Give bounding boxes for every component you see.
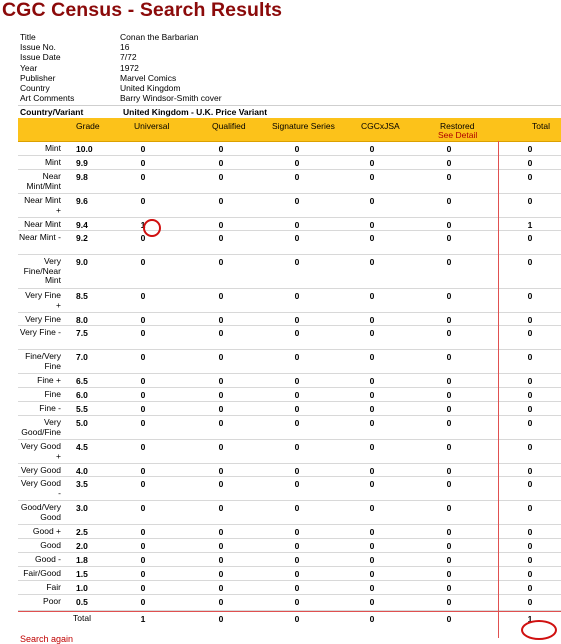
count-q: 0 <box>218 583 224 593</box>
count-j: 0 <box>369 569 375 579</box>
count-r: 0 <box>446 328 452 338</box>
detail-label: Year <box>20 62 38 73</box>
count-q: 0 <box>218 376 224 386</box>
grade-value: 7.5 <box>76 328 88 338</box>
table-row <box>18 156 561 170</box>
count-j: 0 <box>369 291 375 301</box>
count-u: 0 <box>140 172 146 182</box>
count-q: 0 <box>218 328 224 338</box>
count-q: 0 <box>218 466 224 476</box>
table-row <box>18 501 561 525</box>
count-j: 0 <box>369 220 375 230</box>
grade-label: Very Fine/Near Mint <box>23 256 61 286</box>
count-u: 0 <box>140 257 146 267</box>
count-u: 0 <box>140 466 146 476</box>
count-t: 0 <box>527 527 533 537</box>
count-j: 0 <box>369 376 375 386</box>
count-r: 0 <box>446 527 452 537</box>
table-row <box>18 477 561 501</box>
table-row <box>18 218 561 231</box>
table-row <box>18 231 561 255</box>
grade-value: 1.0 <box>76 583 88 593</box>
count-u: 0 <box>140 404 146 414</box>
count-t: 0 <box>527 144 533 154</box>
count-s: 0 <box>294 172 300 182</box>
table-row <box>18 326 561 350</box>
detail-row <box>20 83 561 93</box>
count-j: 0 <box>369 315 375 325</box>
count-j: 0 <box>369 466 375 476</box>
count-t: 1 <box>527 614 533 624</box>
count-r: 0 <box>446 158 452 168</box>
table-header <box>18 118 561 142</box>
table-row <box>18 388 561 402</box>
count-t: 0 <box>527 442 533 452</box>
count-t: 0 <box>527 315 533 325</box>
count-j: 0 <box>369 257 375 267</box>
count-q: 0 <box>218 144 224 154</box>
grade-value: 8.0 <box>76 315 88 325</box>
col-grade: Grade <box>76 121 100 131</box>
count-u: 1 <box>140 614 146 624</box>
count-j: 0 <box>369 352 375 362</box>
count-r: 0 <box>446 291 452 301</box>
grade-label: Near Mint <box>24 219 61 229</box>
count-r: 0 <box>446 503 452 513</box>
count-u: 0 <box>140 479 146 489</box>
detail-label: Publisher <box>20 72 56 83</box>
count-t: 0 <box>527 555 533 565</box>
table-row <box>18 539 561 553</box>
count-u: 0 <box>140 583 146 593</box>
count-j: 0 <box>369 503 375 513</box>
count-s: 0 <box>294 527 300 537</box>
count-t: 0 <box>527 503 533 513</box>
detail-value: Marvel Comics <box>120 72 177 83</box>
grade-value: 1.8 <box>76 555 88 565</box>
grade-label: Fine/Very Fine <box>25 351 61 371</box>
grade-label: Very Good + <box>20 441 61 461</box>
grade-value: 4.5 <box>76 442 88 452</box>
detail-row <box>20 52 561 62</box>
col-signature-series: Signature Series <box>272 121 335 131</box>
count-t: 0 <box>527 569 533 579</box>
count-s: 0 <box>294 583 300 593</box>
count-q: 0 <box>218 418 224 428</box>
count-r: 0 <box>446 390 452 400</box>
detail-label: Country <box>20 83 50 94</box>
count-u: 0 <box>140 233 146 243</box>
comic-details <box>20 32 561 103</box>
count-r: 0 <box>446 376 452 386</box>
count-u: 0 <box>140 315 146 325</box>
count-j: 0 <box>369 541 375 551</box>
count-j: 0 <box>369 418 375 428</box>
grade-label: Very Good/Fine <box>21 417 61 437</box>
count-t: 0 <box>527 257 533 267</box>
count-r: 0 <box>446 352 452 362</box>
count-s: 0 <box>294 503 300 513</box>
table-row <box>18 440 561 464</box>
census-table <box>18 118 561 627</box>
grade-value: 10.0 <box>76 144 93 154</box>
count-s: 0 <box>294 220 300 230</box>
count-u: 0 <box>140 555 146 565</box>
count-t: 1 <box>527 220 533 230</box>
grade-label: Good - <box>35 554 61 564</box>
grade-value: 3.5 <box>76 479 88 489</box>
col-total: Total <box>532 121 550 131</box>
count-s: 0 <box>294 257 300 267</box>
count-s: 0 <box>294 555 300 565</box>
table-row <box>18 255 561 289</box>
grade-label: Fine <box>44 389 61 399</box>
count-t: 0 <box>527 196 533 206</box>
detail-label: Issue No. <box>20 42 56 53</box>
detail-value: United Kingdom <box>120 83 181 94</box>
table-row <box>18 170 561 194</box>
count-r: 0 <box>446 597 452 607</box>
count-s: 0 <box>294 315 300 325</box>
annotation-circle-total <box>521 620 557 640</box>
grade-label: Good/Very Good <box>20 502 61 522</box>
count-t: 0 <box>527 597 533 607</box>
table-row <box>18 350 561 374</box>
table-row <box>18 595 561 611</box>
count-t: 0 <box>527 466 533 476</box>
count-r: 0 <box>446 466 452 476</box>
count-q: 0 <box>218 442 224 452</box>
count-s: 0 <box>294 291 300 301</box>
see-detail-link[interactable]: See Detail <box>438 130 478 140</box>
count-r: 0 <box>446 172 452 182</box>
count-s: 0 <box>294 328 300 338</box>
count-r: 0 <box>446 555 452 565</box>
table-row <box>18 402 561 416</box>
count-q: 0 <box>218 315 224 325</box>
count-q: 0 <box>218 555 224 565</box>
count-t: 0 <box>527 233 533 243</box>
grade-label: Very Fine - <box>19 327 61 337</box>
count-s: 0 <box>294 404 300 414</box>
count-u: 0 <box>140 291 146 301</box>
table-row <box>18 581 561 595</box>
grade-label: Near Mint + <box>24 195 61 215</box>
count-t: 0 <box>527 390 533 400</box>
page-title: CGC Census - Search Results <box>2 0 283 21</box>
count-q: 0 <box>218 569 224 579</box>
grade-value: 6.5 <box>76 376 88 386</box>
count-t: 0 <box>527 352 533 362</box>
count-q: 0 <box>218 158 224 168</box>
grade-label: Fair <box>46 582 61 592</box>
count-q: 0 <box>218 233 224 243</box>
count-s: 0 <box>294 466 300 476</box>
grade-value: 5.0 <box>76 418 88 428</box>
count-u: 0 <box>140 442 146 452</box>
grade-value: 9.0 <box>76 257 88 267</box>
count-s: 0 <box>294 418 300 428</box>
count-r: 0 <box>446 220 452 230</box>
grade-label: Fine + <box>37 375 61 385</box>
count-q: 0 <box>218 479 224 489</box>
count-u: 0 <box>140 196 146 206</box>
grade-label: Very Fine <box>25 314 61 324</box>
count-s: 0 <box>294 614 300 624</box>
grade-label: Near Mint - <box>18 232 61 242</box>
count-q: 0 <box>218 257 224 267</box>
table-row <box>18 142 561 156</box>
count-j: 0 <box>369 404 375 414</box>
grade-label: Very Good <box>20 465 61 475</box>
count-j: 0 <box>369 196 375 206</box>
count-u: 0 <box>140 390 146 400</box>
grade-value: 9.6 <box>76 196 88 206</box>
count-t: 0 <box>527 404 533 414</box>
count-r: 0 <box>446 541 452 551</box>
count-t: 0 <box>527 172 533 182</box>
grade-value: 1.5 <box>76 569 88 579</box>
count-s: 0 <box>294 569 300 579</box>
grade-value: 7.0 <box>76 352 88 362</box>
count-s: 0 <box>294 376 300 386</box>
count-j: 0 <box>369 172 375 182</box>
grade-value: 9.9 <box>76 158 88 168</box>
count-u: 0 <box>140 569 146 579</box>
grade-label: Mint <box>44 157 61 167</box>
grade-label: Near Mint/Mint <box>26 171 61 191</box>
count-r: 0 <box>446 479 452 489</box>
count-r: 0 <box>446 233 452 243</box>
count-r: 0 <box>446 315 452 325</box>
count-j: 0 <box>369 614 375 624</box>
count-u: 0 <box>140 328 146 338</box>
grade-label: Good + <box>32 526 61 536</box>
col-restored: Restored <box>440 121 475 131</box>
detail-row <box>20 42 561 52</box>
count-u: 0 <box>140 376 146 386</box>
grade-label: Very Fine + <box>25 290 61 310</box>
grade-label: Fine - <box>39 403 61 413</box>
restored-separator <box>498 141 499 638</box>
count-t: 0 <box>527 541 533 551</box>
count-q: 0 <box>218 503 224 513</box>
count-j: 0 <box>369 328 375 338</box>
grade-label: Poor <box>43 596 61 606</box>
count-s: 0 <box>294 390 300 400</box>
grade-label: Good <box>40 540 61 550</box>
count-u: 0 <box>140 527 146 537</box>
col-cgcxjsa: CGCxJSA <box>361 121 400 131</box>
grade-label: Fair/Good <box>23 568 61 578</box>
table-row <box>18 374 561 388</box>
table-row <box>18 416 561 440</box>
count-t: 0 <box>527 291 533 301</box>
col-qualified: Qualified <box>212 121 246 131</box>
count-q: 0 <box>218 291 224 301</box>
count-q: 0 <box>218 404 224 414</box>
country-variant-value: United Kingdom - U.K. Price Variant <box>123 107 268 117</box>
grade-value: 8.5 <box>76 291 88 301</box>
count-j: 0 <box>369 555 375 565</box>
count-u: 0 <box>140 158 146 168</box>
annotation-circle-universal <box>143 219 161 237</box>
count-r: 0 <box>446 144 452 154</box>
count-t: 0 <box>527 479 533 489</box>
count-u: 0 <box>140 352 146 362</box>
detail-value: 1972 <box>120 62 139 73</box>
count-s: 0 <box>294 597 300 607</box>
count-j: 0 <box>369 390 375 400</box>
count-t: 0 <box>527 418 533 428</box>
count-j: 0 <box>369 442 375 452</box>
table-body <box>18 142 561 627</box>
grade-value: 5.5 <box>76 404 88 414</box>
count-j: 0 <box>369 527 375 537</box>
table-row <box>18 464 561 477</box>
grade-label: Very Good - <box>20 478 61 498</box>
grade-value: 2.5 <box>76 527 88 537</box>
country-variant-row <box>18 105 561 119</box>
count-q: 0 <box>218 614 224 624</box>
table-row <box>18 194 561 218</box>
count-q: 0 <box>218 196 224 206</box>
table-row <box>18 553 561 567</box>
grade-value: 0.5 <box>76 597 88 607</box>
count-s: 0 <box>294 442 300 452</box>
grade-value: 6.0 <box>76 390 88 400</box>
grade-value: 4.0 <box>76 466 88 476</box>
detail-value: 16 <box>120 42 130 53</box>
count-u: 0 <box>140 503 146 513</box>
count-j: 0 <box>369 597 375 607</box>
count-s: 0 <box>294 158 300 168</box>
country-variant-label: Country/Variant <box>20 107 84 117</box>
count-q: 0 <box>218 597 224 607</box>
detail-row <box>20 73 561 83</box>
count-q: 0 <box>218 390 224 400</box>
table-row <box>18 313 561 326</box>
count-r: 0 <box>446 569 452 579</box>
col-universal: Universal <box>134 121 170 131</box>
search-again-link[interactable]: Search again <box>20 634 74 644</box>
count-s: 0 <box>294 352 300 362</box>
totals-row <box>18 611 561 627</box>
detail-row <box>20 93 561 103</box>
count-u: 1 <box>140 220 146 230</box>
detail-label: Title <box>20 32 36 42</box>
count-j: 0 <box>369 233 375 243</box>
count-q: 0 <box>218 541 224 551</box>
count-q: 0 <box>218 172 224 182</box>
detail-row <box>20 32 561 42</box>
grade-value: 9.8 <box>76 172 88 182</box>
count-s: 0 <box>294 479 300 489</box>
count-t: 0 <box>527 583 533 593</box>
grade-label: Total <box>73 613 91 623</box>
count-u: 0 <box>140 418 146 428</box>
detail-value: Conan the Barbarian <box>120 32 199 42</box>
count-r: 0 <box>446 614 452 624</box>
count-q: 0 <box>218 352 224 362</box>
count-s: 0 <box>294 196 300 206</box>
count-q: 0 <box>218 527 224 537</box>
count-r: 0 <box>446 442 452 452</box>
grade-value: 9.4 <box>76 220 88 230</box>
count-r: 0 <box>446 196 452 206</box>
count-j: 0 <box>369 144 375 154</box>
grade-value: 3.0 <box>76 503 88 513</box>
count-q: 0 <box>218 220 224 230</box>
grade-label: Mint <box>44 143 61 153</box>
count-u: 0 <box>140 597 146 607</box>
count-u: 0 <box>140 144 146 154</box>
count-s: 0 <box>294 233 300 243</box>
count-j: 0 <box>369 158 375 168</box>
table-row <box>18 525 561 539</box>
table-row <box>18 289 561 313</box>
grade-value: 2.0 <box>76 541 88 551</box>
count-r: 0 <box>446 418 452 428</box>
count-r: 0 <box>446 404 452 414</box>
count-r: 0 <box>446 257 452 267</box>
count-s: 0 <box>294 541 300 551</box>
detail-value: Barry Windsor-Smith cover <box>120 93 222 104</box>
table-row <box>18 567 561 581</box>
count-j: 0 <box>369 583 375 593</box>
count-s: 0 <box>294 144 300 154</box>
detail-label: Issue Date <box>20 52 61 63</box>
grade-value: 9.2 <box>76 233 88 243</box>
count-r: 0 <box>446 583 452 593</box>
detail-value: 7/72 <box>120 52 137 63</box>
detail-label: Art Comments <box>20 93 75 104</box>
count-u: 0 <box>140 541 146 551</box>
count-t: 0 <box>527 158 533 168</box>
count-t: 0 <box>527 328 533 338</box>
count-t: 0 <box>527 376 533 386</box>
detail-row <box>20 63 561 73</box>
count-j: 0 <box>369 479 375 489</box>
